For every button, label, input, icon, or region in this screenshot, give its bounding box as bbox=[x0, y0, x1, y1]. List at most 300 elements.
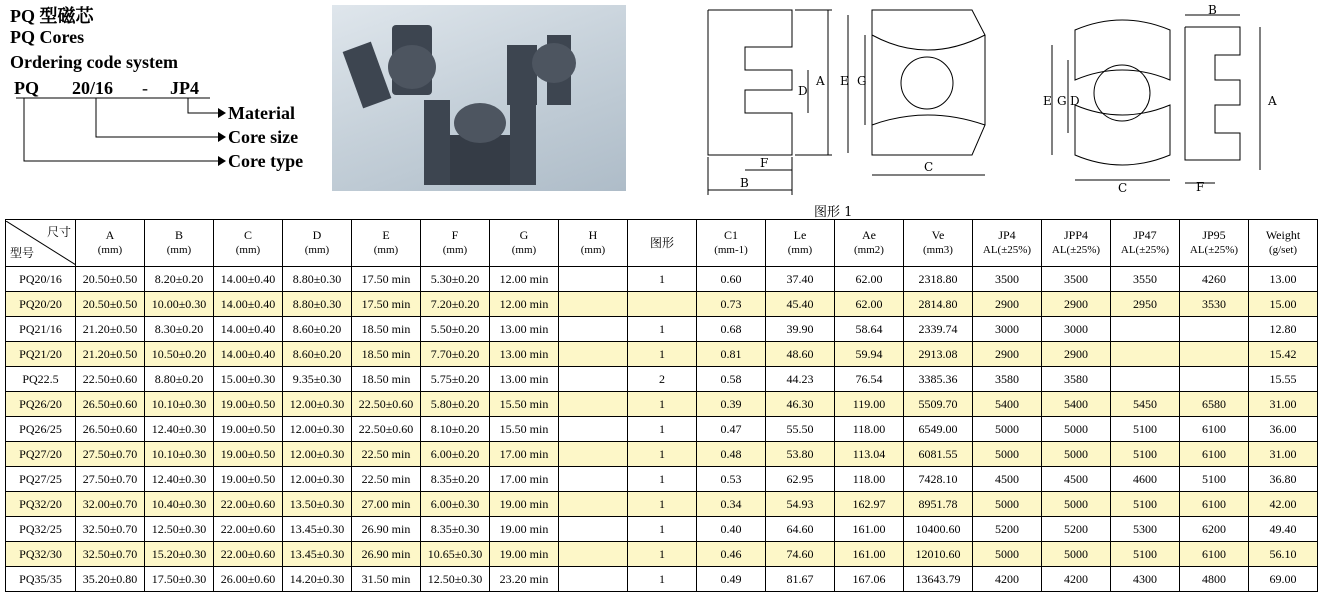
table-cell: 26.00±0.60 bbox=[214, 567, 283, 592]
table-cell: 0.46 bbox=[697, 542, 766, 567]
table-cell: 13.50±0.30 bbox=[283, 492, 352, 517]
table-cell: 46.30 bbox=[766, 392, 835, 417]
column-header-name: D bbox=[312, 228, 322, 242]
table-cell: 6.00±0.20 bbox=[421, 442, 490, 467]
table-cell: 45.40 bbox=[766, 292, 835, 317]
table-cell: 5000 bbox=[1042, 492, 1111, 517]
table-cell bbox=[1180, 367, 1249, 392]
table-row bbox=[6, 442, 1318, 467]
model-cell: PQ20/20 bbox=[6, 292, 76, 317]
table-cell bbox=[1111, 342, 1180, 367]
column-header-unit: (mm) bbox=[166, 244, 192, 256]
model-cell: PQ21/16 bbox=[6, 317, 76, 342]
table-cell: 14.20±0.30 bbox=[283, 567, 352, 592]
table-cell: 19.00±0.50 bbox=[214, 467, 283, 492]
table-row bbox=[6, 492, 1318, 517]
table-cell: 21.20±0.50 bbox=[76, 342, 145, 367]
table-cell: 14.00±0.40 bbox=[214, 292, 283, 317]
table-row bbox=[6, 267, 1318, 292]
model-cell: PQ26/25 bbox=[6, 417, 76, 442]
column-header-unit: AL(±25%) bbox=[1051, 244, 1101, 256]
label-core-type: Core type bbox=[228, 151, 304, 171]
column-header-unit: (mm-1) bbox=[714, 244, 748, 256]
table-cell: 15.42 bbox=[1249, 342, 1318, 367]
table-cell: 5200 bbox=[973, 517, 1042, 542]
column-header bbox=[1180, 220, 1249, 267]
table-cell: 5100 bbox=[1111, 492, 1180, 517]
table-cell: 15.55 bbox=[1249, 367, 1318, 392]
table-cell: 1 bbox=[628, 567, 697, 592]
core-photo bbox=[332, 5, 626, 191]
title-en: PQ Cores bbox=[10, 27, 85, 47]
table-cell: 13.00 min bbox=[490, 367, 559, 392]
table-cell: 18.50 min bbox=[352, 367, 421, 392]
table-cell bbox=[628, 292, 697, 317]
table-cell: 22.50±0.60 bbox=[352, 392, 421, 417]
table-cell: 10.00±0.30 bbox=[145, 292, 214, 317]
svg-text:A: A bbox=[816, 74, 825, 88]
column-header-name: B bbox=[174, 228, 183, 242]
column-header-name: H bbox=[588, 228, 598, 242]
table-cell: 5000 bbox=[973, 542, 1042, 567]
table-cell: 4200 bbox=[1042, 567, 1111, 592]
table-cell: 32.50±0.70 bbox=[76, 542, 145, 567]
table-cell: 0.53 bbox=[697, 467, 766, 492]
table-cell: 8.30±0.20 bbox=[145, 317, 214, 342]
table-cell: 19.00±0.50 bbox=[214, 442, 283, 467]
table-cell: 5100 bbox=[1111, 417, 1180, 442]
table-cell: 18.50 min bbox=[352, 342, 421, 367]
table-cell: 2 bbox=[628, 367, 697, 392]
column-header-name: Weight bbox=[1265, 228, 1301, 242]
table-cell: 119.00 bbox=[835, 392, 904, 417]
table-row bbox=[6, 342, 1318, 367]
table-cell: 3580 bbox=[973, 367, 1042, 392]
table-cell: 15.00 bbox=[1249, 292, 1318, 317]
column-header-name: C1 bbox=[723, 228, 738, 242]
table-cell: 0.49 bbox=[697, 567, 766, 592]
table-cell: 20.50±0.50 bbox=[76, 267, 145, 292]
svg-text:E: E bbox=[840, 74, 849, 88]
svg-text:C: C bbox=[1118, 181, 1128, 195]
code-type: PQ bbox=[14, 78, 39, 98]
table-cell: 10400.60 bbox=[904, 517, 973, 542]
table-row bbox=[6, 542, 1318, 567]
column-header bbox=[697, 220, 766, 267]
table-cell: 1 bbox=[628, 317, 697, 342]
table-cell: 5200 bbox=[1042, 517, 1111, 542]
column-header bbox=[214, 220, 283, 267]
column-header-unit: (mm) bbox=[442, 244, 468, 256]
table-cell: 12.80 bbox=[1249, 317, 1318, 342]
table-cell: 14.00±0.40 bbox=[214, 342, 283, 367]
column-header bbox=[421, 220, 490, 267]
svg-text:F: F bbox=[1196, 180, 1205, 194]
table-cell: 0.73 bbox=[697, 292, 766, 317]
table-cell: 10.10±0.30 bbox=[145, 442, 214, 467]
table-cell: 22.50 min bbox=[352, 442, 421, 467]
table-cell: 2913.08 bbox=[904, 342, 973, 367]
table-cell bbox=[559, 292, 628, 317]
table-cell: 12.00±0.30 bbox=[283, 467, 352, 492]
table-cell: 1 bbox=[628, 267, 697, 292]
table-cell: 5000 bbox=[973, 442, 1042, 467]
column-header bbox=[1111, 220, 1180, 267]
table-cell: 5000 bbox=[1042, 442, 1111, 467]
table-cell bbox=[559, 467, 628, 492]
table-cell: 6.00±0.30 bbox=[421, 492, 490, 517]
table-cell: 7.70±0.20 bbox=[421, 342, 490, 367]
table-cell: 8.60±0.20 bbox=[283, 342, 352, 367]
svg-text:B: B bbox=[740, 176, 749, 190]
model-cell: PQ27/20 bbox=[6, 442, 76, 467]
column-header bbox=[1042, 220, 1111, 267]
table-cell: 13.00 min bbox=[490, 317, 559, 342]
table-cell: 22.50±0.60 bbox=[352, 417, 421, 442]
table-cell: 5509.70 bbox=[904, 392, 973, 417]
column-header bbox=[352, 220, 421, 267]
table-cell: 31.00 bbox=[1249, 392, 1318, 417]
table-cell: 6100 bbox=[1180, 442, 1249, 467]
table-cell: 1 bbox=[628, 542, 697, 567]
table-cell: 2900 bbox=[973, 292, 1042, 317]
table-cell: 5300 bbox=[1111, 517, 1180, 542]
table-cell: 18.50 min bbox=[352, 317, 421, 342]
table-cell: 4600 bbox=[1111, 467, 1180, 492]
figure-caption: 图形 1 bbox=[814, 205, 853, 220]
column-header-unit: (mm) bbox=[373, 244, 399, 256]
table-cell: 1 bbox=[628, 342, 697, 367]
column-header-name: Ve bbox=[931, 228, 945, 242]
svg-text:D: D bbox=[1070, 94, 1080, 108]
table-cell: 9.35±0.30 bbox=[283, 367, 352, 392]
table-cell: 15.00±0.30 bbox=[214, 367, 283, 392]
table-cell: 19.00±0.50 bbox=[214, 392, 283, 417]
model-cell: PQ21/20 bbox=[6, 342, 76, 367]
table-cell: 4300 bbox=[1111, 567, 1180, 592]
table-cell: 0.48 bbox=[697, 442, 766, 467]
table-row bbox=[6, 392, 1318, 417]
svg-text:F: F bbox=[760, 156, 769, 170]
table-cell: 8951.78 bbox=[904, 492, 973, 517]
table-cell: 36.80 bbox=[1249, 467, 1318, 492]
table-cell: 2318.80 bbox=[904, 267, 973, 292]
table-cell: 167.06 bbox=[835, 567, 904, 592]
table-cell: 44.23 bbox=[766, 367, 835, 392]
table-row bbox=[6, 292, 1318, 317]
table-cell bbox=[559, 442, 628, 467]
table-cell: 69.00 bbox=[1249, 567, 1318, 592]
corner-top-label: 尺寸 bbox=[46, 225, 71, 239]
model-cell: PQ35/35 bbox=[6, 567, 76, 592]
table-cell bbox=[559, 342, 628, 367]
table-cell: 0.47 bbox=[697, 417, 766, 442]
table-cell: 12.50±0.30 bbox=[421, 567, 490, 592]
table-cell: 58.64 bbox=[835, 317, 904, 342]
table-cell: 8.80±0.20 bbox=[145, 367, 214, 392]
table-cell: 1 bbox=[628, 392, 697, 417]
table-cell: 12.00±0.30 bbox=[283, 442, 352, 467]
table-cell: 7.20±0.20 bbox=[421, 292, 490, 317]
column-header-name: A bbox=[105, 228, 115, 242]
table-cell: 17.50±0.30 bbox=[145, 567, 214, 592]
table-cell: 8.80±0.30 bbox=[283, 267, 352, 292]
table-cell: 4800 bbox=[1180, 567, 1249, 592]
table-cell: 0.68 bbox=[697, 317, 766, 342]
column-header bbox=[628, 220, 697, 267]
table-cell: 12.50±0.30 bbox=[145, 517, 214, 542]
table-cell: 8.35±0.20 bbox=[421, 467, 490, 492]
table-cell: 5100 bbox=[1180, 467, 1249, 492]
table-cell: 10.10±0.30 bbox=[145, 392, 214, 417]
table-cell: 161.00 bbox=[835, 542, 904, 567]
table-cell: 31.50 min bbox=[352, 567, 421, 592]
table-row bbox=[6, 517, 1318, 542]
table-row bbox=[6, 317, 1318, 342]
table-cell: 53.80 bbox=[766, 442, 835, 467]
column-header-name: F bbox=[451, 228, 459, 242]
table-cell: 10.50±0.20 bbox=[145, 342, 214, 367]
table-cell bbox=[1111, 317, 1180, 342]
ordering-code-section bbox=[10, 0, 330, 200]
table-cell: 1 bbox=[628, 417, 697, 442]
table-cell: 32.00±0.70 bbox=[76, 492, 145, 517]
table-cell: 5100 bbox=[1111, 442, 1180, 467]
column-header-unit: (mm) bbox=[787, 244, 813, 256]
table-cell: 39.90 bbox=[766, 317, 835, 342]
corner-header bbox=[6, 220, 76, 267]
table-cell: 113.04 bbox=[835, 442, 904, 467]
table-cell: 23.20 min bbox=[490, 567, 559, 592]
table-cell: 6081.55 bbox=[904, 442, 973, 467]
table-cell: 17.50 min bbox=[352, 292, 421, 317]
table-cell: 1 bbox=[628, 492, 697, 517]
table-cell: 5.75±0.20 bbox=[421, 367, 490, 392]
column-header-unit: (mm) bbox=[97, 244, 123, 256]
table-cell bbox=[559, 517, 628, 542]
corner-bottom-label: 型号 bbox=[10, 246, 35, 260]
table-cell: 62.00 bbox=[835, 292, 904, 317]
table-cell: 8.10±0.20 bbox=[421, 417, 490, 442]
table-cell: 32.50±0.70 bbox=[76, 517, 145, 542]
table-cell: 2900 bbox=[973, 342, 1042, 367]
table-cell: 2950 bbox=[1111, 292, 1180, 317]
table-cell: 13.45±0.30 bbox=[283, 517, 352, 542]
table-cell: 3385.36 bbox=[904, 367, 973, 392]
table-cell: 8.20±0.20 bbox=[145, 267, 214, 292]
code-material: JP4 bbox=[170, 78, 199, 98]
model-cell: PQ26/20 bbox=[6, 392, 76, 417]
table-cell: 55.50 bbox=[766, 417, 835, 442]
table-cell bbox=[1111, 367, 1180, 392]
column-header-name: Le bbox=[793, 228, 807, 242]
table-cell: 76.54 bbox=[835, 367, 904, 392]
table-cell: 15.50 min bbox=[490, 417, 559, 442]
table-cell: 0.40 bbox=[697, 517, 766, 542]
table-cell: 4200 bbox=[973, 567, 1042, 592]
table-cell: 8.35±0.30 bbox=[421, 517, 490, 542]
column-header-unit: (mm) bbox=[304, 244, 330, 256]
table-cell: 118.00 bbox=[835, 417, 904, 442]
column-header-name: JP47 bbox=[1133, 228, 1157, 242]
column-header-unit: (mm2) bbox=[854, 244, 884, 256]
table-cell: 5.80±0.20 bbox=[421, 392, 490, 417]
table-cell: 13.45±0.30 bbox=[283, 542, 352, 567]
table-cell: 26.90 min bbox=[352, 542, 421, 567]
table-cell: 12.00 min bbox=[490, 267, 559, 292]
model-cell: PQ27/25 bbox=[6, 467, 76, 492]
table-cell: 5000 bbox=[1042, 417, 1111, 442]
table-cell: 15.50 min bbox=[490, 392, 559, 417]
table-cell: 20.50±0.50 bbox=[76, 292, 145, 317]
core-photo-image bbox=[332, 5, 626, 191]
table-cell: 37.40 bbox=[766, 267, 835, 292]
table-cell: 27.50±0.70 bbox=[76, 442, 145, 467]
table-row bbox=[6, 567, 1318, 592]
table-cell: 0.60 bbox=[697, 267, 766, 292]
table-cell: 12.40±0.30 bbox=[145, 467, 214, 492]
table-cell: 6100 bbox=[1180, 542, 1249, 567]
table-cell: 21.20±0.50 bbox=[76, 317, 145, 342]
table-cell: 17.00 min bbox=[490, 467, 559, 492]
table-cell: 5450 bbox=[1111, 392, 1180, 417]
table-cell: 17.50 min bbox=[352, 267, 421, 292]
model-cell: PQ22.5 bbox=[6, 367, 76, 392]
table-cell: 3580 bbox=[1042, 367, 1111, 392]
column-header bbox=[904, 220, 973, 267]
table-cell: 10.65±0.30 bbox=[421, 542, 490, 567]
table-cell bbox=[559, 542, 628, 567]
column-header bbox=[145, 220, 214, 267]
table-cell: 2339.74 bbox=[904, 317, 973, 342]
table-cell: 5.30±0.20 bbox=[421, 267, 490, 292]
column-header bbox=[490, 220, 559, 267]
table-cell: 8.60±0.20 bbox=[283, 317, 352, 342]
table-cell: 8.80±0.30 bbox=[283, 292, 352, 317]
table-cell: 62.00 bbox=[835, 267, 904, 292]
table-cell: 19.00 min bbox=[490, 492, 559, 517]
technical-drawing-side bbox=[1030, 5, 1320, 200]
table-row bbox=[6, 367, 1318, 392]
table-cell: 13.00 bbox=[1249, 267, 1318, 292]
column-header bbox=[973, 220, 1042, 267]
table-cell: 12010.60 bbox=[904, 542, 973, 567]
table-cell: 48.60 bbox=[766, 342, 835, 367]
svg-text:C: C bbox=[924, 160, 934, 174]
table-row bbox=[6, 417, 1318, 442]
model-cell: PQ32/20 bbox=[6, 492, 76, 517]
column-header-name: 图形 bbox=[649, 235, 674, 250]
column-header-unit: (g/set) bbox=[1268, 244, 1298, 256]
table-cell: 0.58 bbox=[697, 367, 766, 392]
table-cell: 12.00±0.30 bbox=[283, 417, 352, 442]
table-cell: 31.00 bbox=[1249, 442, 1318, 467]
column-header-unit: (mm3) bbox=[923, 244, 953, 256]
table-cell: 1 bbox=[628, 517, 697, 542]
column-header bbox=[766, 220, 835, 267]
table-cell: 49.40 bbox=[1249, 517, 1318, 542]
model-cell: PQ20/16 bbox=[6, 267, 76, 292]
table-cell: 26.50±0.60 bbox=[76, 392, 145, 417]
column-header-name: E bbox=[382, 228, 390, 242]
column-header-name: JPP4 bbox=[1063, 228, 1089, 242]
column-header bbox=[283, 220, 352, 267]
table-body bbox=[6, 267, 1318, 592]
table-cell: 5.50±0.20 bbox=[421, 317, 490, 342]
model-cell: PQ32/30 bbox=[6, 542, 76, 567]
table-cell: 54.93 bbox=[766, 492, 835, 517]
table-cell: 0.34 bbox=[697, 492, 766, 517]
svg-text:A: A bbox=[1268, 94, 1277, 108]
table-cell: 4260 bbox=[1180, 267, 1249, 292]
table-cell: 4500 bbox=[973, 467, 1042, 492]
table-cell: 3500 bbox=[1042, 267, 1111, 292]
table-cell: 64.60 bbox=[766, 517, 835, 542]
table-cell bbox=[1180, 342, 1249, 367]
table-cell: 12.00±0.30 bbox=[283, 392, 352, 417]
column-header-unit: (mm) bbox=[235, 244, 261, 256]
spec-table bbox=[5, 219, 1318, 592]
table-cell: 1 bbox=[628, 467, 697, 492]
table-cell: 6100 bbox=[1180, 492, 1249, 517]
table-cell: 19.00 min bbox=[490, 517, 559, 542]
label-core-size: Core size bbox=[228, 127, 299, 147]
column-header-unit: (mm) bbox=[580, 244, 606, 256]
code-size: 20/16 bbox=[72, 78, 114, 98]
column-header-name: C bbox=[243, 228, 252, 242]
table-cell: 7428.10 bbox=[904, 467, 973, 492]
table-cell: 27.50±0.70 bbox=[76, 467, 145, 492]
table-cell: 4500 bbox=[1042, 467, 1111, 492]
table-cell: 26.90 min bbox=[352, 517, 421, 542]
table-cell: 14.00±0.40 bbox=[214, 317, 283, 342]
table-cell: 19.00 min bbox=[490, 542, 559, 567]
table-cell: 118.00 bbox=[835, 467, 904, 492]
column-header-unit: AL(±25%) bbox=[1120, 244, 1170, 256]
column-header bbox=[1249, 220, 1318, 267]
label-material: Material bbox=[228, 103, 295, 123]
table-cell: 22.50 min bbox=[352, 467, 421, 492]
table-cell: 2900 bbox=[1042, 342, 1111, 367]
table-cell: 56.10 bbox=[1249, 542, 1318, 567]
code-dash: - bbox=[142, 78, 148, 98]
table-cell: 17.00 min bbox=[490, 442, 559, 467]
column-header bbox=[559, 220, 628, 267]
table-cell: 12.00 min bbox=[490, 292, 559, 317]
table-cell: 74.60 bbox=[766, 542, 835, 567]
svg-text:G: G bbox=[857, 74, 867, 88]
table-cell: 6200 bbox=[1180, 517, 1249, 542]
model-cell: PQ32/25 bbox=[6, 517, 76, 542]
title-cn: PQ 型磁芯 bbox=[10, 6, 94, 26]
table-cell: 27.00 min bbox=[352, 492, 421, 517]
column-header-name: JP95 bbox=[1202, 228, 1226, 242]
table-cell: 5400 bbox=[973, 392, 1042, 417]
table-cell bbox=[559, 317, 628, 342]
table-cell: 0.39 bbox=[697, 392, 766, 417]
table-row bbox=[6, 467, 1318, 492]
table-cell bbox=[559, 392, 628, 417]
table-cell: 22.50±0.60 bbox=[76, 367, 145, 392]
column-header-unit: (mm) bbox=[511, 244, 537, 256]
code-arrows bbox=[10, 96, 240, 176]
table-cell: 2814.80 bbox=[904, 292, 973, 317]
table-cell: 62.95 bbox=[766, 467, 835, 492]
table-cell bbox=[559, 492, 628, 517]
table-cell: 3530 bbox=[1180, 292, 1249, 317]
table-cell: 13643.79 bbox=[904, 567, 973, 592]
table-cell: 6100 bbox=[1180, 417, 1249, 442]
